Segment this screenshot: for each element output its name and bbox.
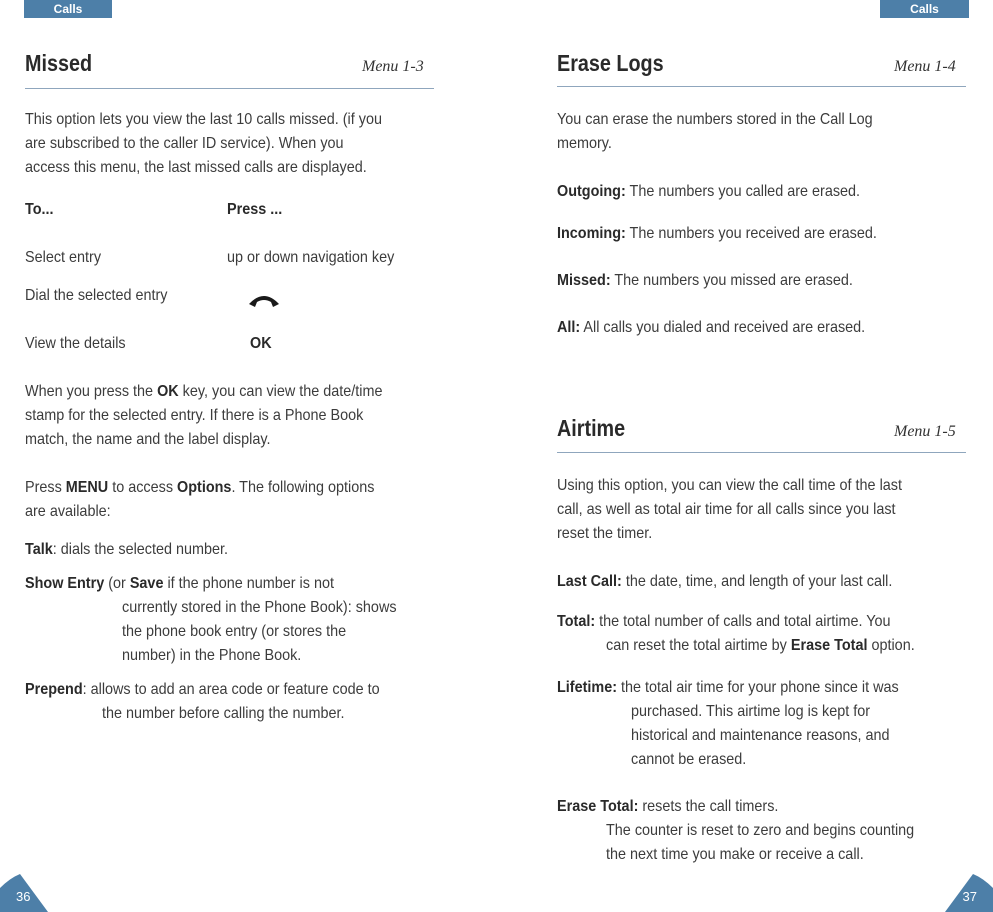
table-row-to: View the details: [25, 335, 126, 352]
table-header-to: To...: [25, 201, 54, 218]
erase-item-all: All: All calls you dialed and received are erased.: [557, 319, 866, 336]
missed-intro-line-2: are subscribed to the caller ID service). When you: [25, 135, 344, 152]
missed-intro-line-1: This option lets you view the last 10 calls missed. (if you: [25, 111, 382, 128]
airtime-lifetime: Lifetime: the total air time for your phone since it was: [557, 679, 899, 696]
airtime-erase-total-line-2: The counter is reset to zero and begins counting: [606, 822, 915, 839]
divider-missed: [25, 88, 434, 89]
table-row-press: OK: [250, 335, 272, 352]
header-tab-left: Calls: [24, 0, 112, 18]
airtime-intro-line-2: call, as well as total air time for all calls since you last: [557, 501, 896, 518]
menu-para-line-1: Press MENU to access Options. The following options: [25, 479, 375, 496]
ok-para-line-1: When you press the OK key, you can view the date/time: [25, 383, 383, 400]
airtime-total-line-2: can reset the total airtime by Erase Total option.: [606, 637, 915, 654]
airtime-total: Total: the total number of calls and total airtime. You: [557, 613, 891, 630]
airtime-erase-total: Erase Total: resets the call timers.: [557, 798, 779, 815]
ok-para-line-3: match, the name and the label display.: [25, 431, 271, 448]
option-show-entry: Show Entry (or Save if the phone number is not: [25, 575, 334, 592]
airtime-erase-total-line-3: the next time you make or receive a call.: [606, 846, 864, 863]
divider-erase-logs: [557, 86, 966, 87]
table-row-press: up or down navigation key: [227, 249, 395, 266]
airtime-intro-line-1: Using this option, you can view the call time of the last: [557, 477, 902, 494]
page-title-erase-logs: Erase Logs: [557, 50, 664, 76]
airtime-lifetime-line-3: historical and maintenance reasons, and: [631, 727, 890, 744]
airtime-lifetime-line-4: cannot be erased.: [631, 751, 747, 768]
option-prepend-line-2: the number before calling the number.: [102, 705, 345, 722]
ok-para-line-2: stamp for the selected entry. If there is a Phone Book: [25, 407, 364, 424]
menu-ref-missed: Menu 1-3: [362, 58, 424, 75]
page-number-right: 37: [962, 889, 977, 904]
option-show-entry-line-3: the phone book entry (or stores the: [122, 623, 347, 640]
erase-intro-line-1: You can erase the numbers stored in the Call Log: [557, 111, 873, 128]
table-row-to: Select entry: [25, 249, 102, 266]
airtime-lifetime-line-2: purchased. This airtime log is kept for: [631, 703, 871, 720]
option-talk: Talk: dials the selected number.: [25, 541, 229, 558]
airtime-intro-line-3: reset the timer.: [557, 525, 653, 542]
table-header-press: Press ...: [227, 201, 283, 218]
option-prepend: Prepend: allows to add an area code or feature code to: [25, 681, 380, 698]
option-show-entry-line-2: currently stored in the Phone Book): shows: [122, 599, 397, 616]
header-tab-right: Calls: [880, 0, 969, 18]
page-title-airtime: Airtime: [557, 415, 626, 441]
airtime-last-call: Last Call: the date, time, and length of your last call.: [557, 573, 893, 590]
divider-airtime: [557, 452, 966, 453]
erase-item-outgoing: Outgoing: The numbers you called are erased.: [557, 183, 861, 200]
option-show-entry-line-4: number) in the Phone Book.: [122, 647, 302, 664]
menu-para-line-2: are available:: [25, 503, 111, 520]
erase-intro-line-2: memory.: [557, 135, 612, 152]
erase-item-missed: Missed: The numbers you missed are erased.: [557, 272, 853, 289]
menu-ref-airtime: Menu 1-5: [894, 423, 956, 440]
phone-send-icon: [247, 292, 281, 308]
menu-ref-erase-logs: Menu 1-4: [894, 58, 956, 75]
page-title-missed: Missed: [25, 50, 93, 76]
table-row-to: Dial the selected entry: [25, 287, 168, 304]
page-number-left: 36: [16, 889, 31, 904]
missed-intro-line-3: access this menu, the last missed calls are displayed.: [25, 159, 367, 176]
erase-item-incoming: Incoming: The numbers you received are erased.: [557, 225, 877, 242]
